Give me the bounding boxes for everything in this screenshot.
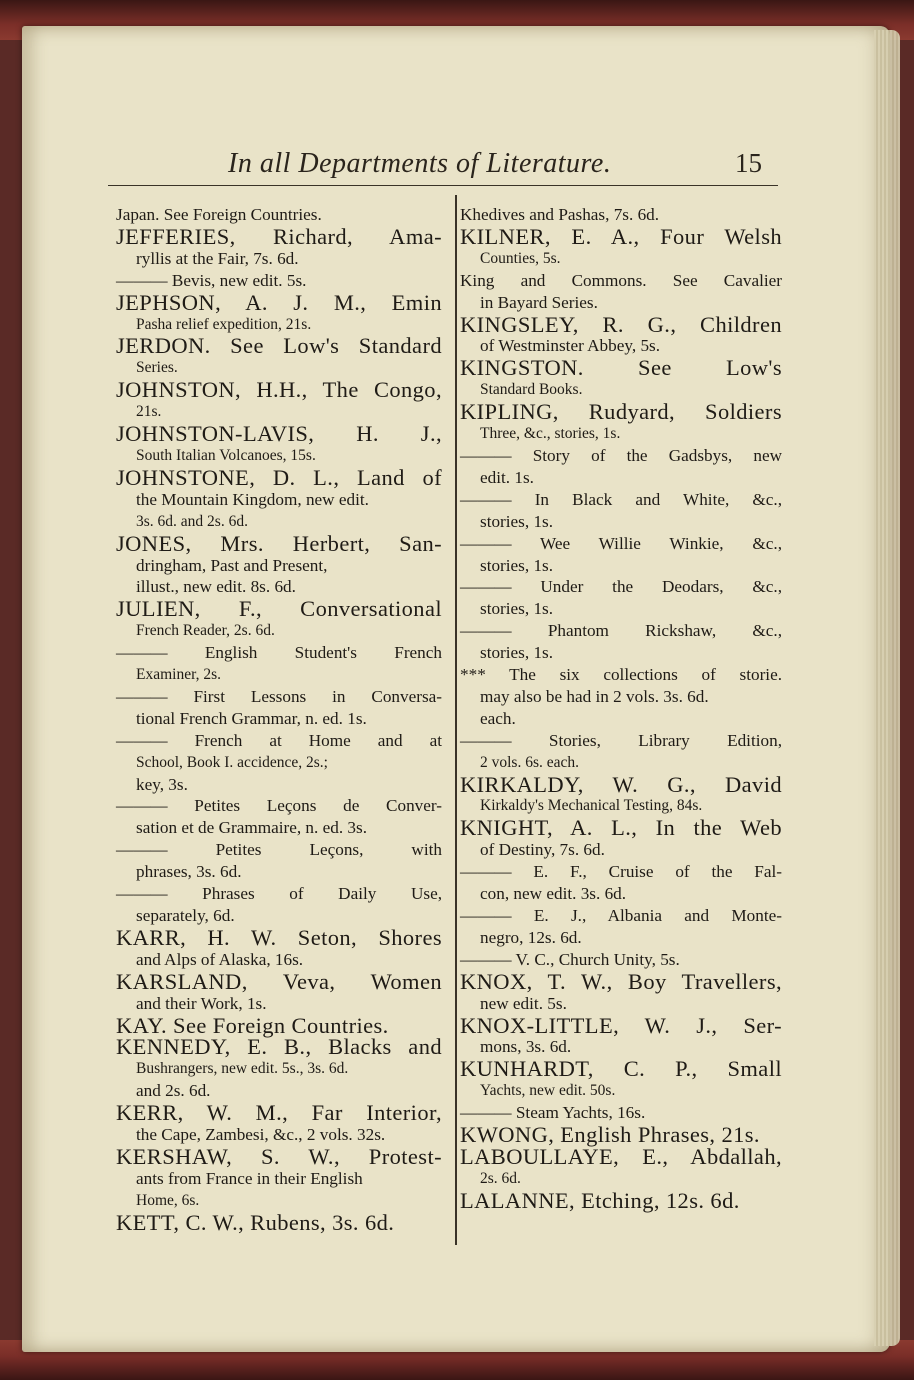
entry-line: 21s. <box>136 403 162 421</box>
catalogue-entry <box>460 771 782 818</box>
catalogue-entry <box>460 1102 782 1124</box>
entry-line: tional French Grammar, n. ed. 1s. <box>136 708 367 728</box>
entry-line-first: KAY. See Foreign Countries. <box>116 1012 389 1038</box>
entry-line-first: KNOX-LITTLE, W. J., Ser- <box>460 1012 782 1038</box>
entry-line: stories, 1s. <box>480 643 554 663</box>
entry-line: 3s. 6d. and 2s. 6d. <box>136 512 248 530</box>
entry-line-first: JOHNSTON-LAVIS, H. J., <box>116 421 442 447</box>
catalogue-entry <box>116 270 442 292</box>
left-column <box>116 204 442 1234</box>
catalogue-entry <box>116 1209 442 1235</box>
entry-line: may also be had in 2 vols. 3s. 6d. <box>480 686 709 706</box>
entry-line: the Cape, Zambesi, &c., 2 vols. 32s. <box>136 1125 386 1145</box>
catalogue-entry <box>460 576 782 620</box>
entry-line-first: ——— Petites Leçons de Conver- <box>116 796 442 816</box>
entry-line-first: ——— Bevis, new edit. 5s. <box>116 270 307 290</box>
entry-line: dringham, Past and Present, <box>136 555 328 575</box>
entry-line-first: Khedives and Pashas, 7s. 6d. <box>460 205 660 224</box>
catalogue-entry <box>116 289 442 336</box>
entry-line-first: ——— In Black and White, &c., <box>460 489 782 509</box>
entry-line: Pasha relief expedition, 21s. <box>136 315 312 333</box>
entry-line: new edit. 5s. <box>480 993 567 1013</box>
entry-line-first: KILNER, E. A., Four Welsh <box>460 223 782 249</box>
entry-line: and 2s. 6d. <box>136 1081 211 1101</box>
catalogue-entry <box>460 1012 782 1059</box>
catalogue-entry <box>460 1058 782 1102</box>
entry-line-first: KINGSLEY, R. G., Children <box>460 311 782 337</box>
entry-line-first: ——— V. C., Church Unity, 5s. <box>460 949 680 969</box>
entry-line: Kirkaldy's Mechanical Testing, 84s. <box>480 797 703 815</box>
entry-line: 2 vols. 6s. each. <box>480 753 580 771</box>
entry-line: stories, 1s. <box>480 555 554 575</box>
entry-line: South Italian Volcanoes, 15s. <box>136 446 316 464</box>
entry-line-first: ——— Steam Yachts, 16s. <box>460 1103 646 1123</box>
catalogue-entry <box>116 883 442 927</box>
entry-line: Counties, 5s. <box>480 249 561 267</box>
entry-line: French Reader, 2s. 6d. <box>136 622 275 640</box>
entry-line-first: KWONG, English Phrases, 21s. <box>460 1122 760 1148</box>
catalogue-entry <box>460 949 782 971</box>
entry-line-first: ——— Under the Deodars, &c., <box>460 577 782 597</box>
entry-line-first: ——— First Lessons in Conversa- <box>116 686 442 706</box>
catalogue-entry <box>116 1036 442 1102</box>
entry-line-first: JEFFERIES, Richard, Ama- <box>116 223 442 249</box>
catalogue-entry <box>460 1143 782 1190</box>
page-number: 15 <box>735 148 762 178</box>
entry-line: Yachts, new edit. 50s. <box>480 1082 616 1100</box>
entry-line-first: ——— Story of the Gadsbys, new <box>460 445 782 465</box>
entry-line: edit. 1s. <box>480 467 534 487</box>
catalogue-entry <box>116 795 442 839</box>
catalogue-entry <box>116 1143 442 1212</box>
entry-line-first: Japan. See Foreign Countries. <box>116 205 322 224</box>
catalogue-entry <box>460 664 782 730</box>
entry-line: and Alps of Alaska, 16s. <box>136 949 304 969</box>
entry-line-first: KNIGHT, A. L., In the Web <box>460 815 782 841</box>
catalogue-entry <box>116 423 442 467</box>
entry-line-first: KUNHARDT, C. P., Small <box>460 1056 782 1082</box>
entry-line-first: JOHNSTON, H.H., The Congo, <box>116 377 442 403</box>
entry-line: illust., new edit. 8s. 6d. <box>136 577 296 597</box>
catalogue-entry <box>116 730 442 796</box>
catalogue-entry <box>116 379 442 423</box>
header-rule <box>108 185 778 186</box>
entry-line: stories, 1s. <box>480 511 554 531</box>
entry-line: key, 3s. <box>136 774 188 794</box>
entry-line-first: LALANNE, Etching, 12s. 6d. <box>460 1187 740 1213</box>
catalogue-entry <box>116 839 442 883</box>
catalogue-entry <box>116 598 442 642</box>
entry-line-first: JERDON. See Low's Standard <box>116 333 442 359</box>
catalogue-entry <box>460 905 782 949</box>
entry-line: Series. <box>136 359 178 377</box>
entry-line-first: ——— Stories, Library Edition, <box>460 730 782 750</box>
entry-line-first: JONES, Mrs. Herbert, San- <box>116 530 442 556</box>
entry-line-first: JEPHSON, A. J. M., Emin <box>116 289 442 315</box>
catalogue-entry <box>460 968 782 1015</box>
catalogue-entry <box>116 968 442 1015</box>
column-divider <box>455 195 457 1245</box>
entry-line: mons, 3s. 6d. <box>480 1037 572 1057</box>
catalogue-entry <box>116 642 442 686</box>
catalogue-entry <box>116 464 442 533</box>
entry-line: Three, &c., stories, 1s. <box>480 425 621 443</box>
entry-line-first: KARR, H. W. Seton, Shores <box>116 924 442 950</box>
entry-line-first: KERSHAW, S. W., Protest- <box>116 1143 442 1169</box>
entry-line: separately, 6d. <box>136 906 235 925</box>
entry-line-first: ——— Phrases of Daily Use, <box>116 884 442 904</box>
entry-line-first: ——— Wee Willie Winkie, &c., <box>460 533 782 553</box>
catalogue-entry <box>460 204 782 226</box>
entry-line: Home, 6s. <box>136 1191 200 1209</box>
catalogue-entry <box>460 730 782 774</box>
entry-line-first: KARSLAND, Veva, Women <box>116 968 442 994</box>
entry-line: phrases, 3s. 6d. <box>136 862 242 882</box>
entry-line: 2s. 6d. <box>480 1169 521 1187</box>
catalogue-entry <box>460 1187 782 1213</box>
entry-line-first: KNOX, T. W., Boy Travellers, <box>460 968 782 994</box>
entry-line-first: KIPLING, Rudyard, Soldiers <box>460 399 782 425</box>
entry-line-first: KENNEDY, E. B., Blacks and <box>116 1034 442 1060</box>
entry-line-first: LABOULLAYE, E., Abdallah, <box>460 1143 782 1169</box>
entry-line: each. <box>480 708 516 728</box>
catalogue-entry <box>116 1102 442 1146</box>
entry-line-first: ——— E. F., Cruise of the Fal- <box>460 862 782 882</box>
entry-line-first: ——— English Student's French <box>116 643 442 663</box>
entry-line-first: JOHNSTONE, D. L., Land of <box>116 464 442 490</box>
catalogue-entry <box>460 620 782 664</box>
catalogue-entry <box>116 686 442 730</box>
right-column <box>460 204 782 1212</box>
catalogue-entry <box>116 223 442 270</box>
catalogue-entry <box>460 311 782 358</box>
entry-line-first: ——— French at Home and at <box>116 730 442 750</box>
entry-line-first: KERR, W. M., Far Interior, <box>116 1100 442 1126</box>
catalogue-entry <box>116 530 442 599</box>
running-title: In all Departments of Literature. <box>228 148 612 179</box>
catalogue-entry <box>460 445 782 489</box>
catalogue-entry <box>116 1012 442 1038</box>
entry-line: the Mountain Kingdom, new edit. <box>136 489 369 509</box>
entry-line: negro, 12s. 6d. <box>480 927 582 947</box>
entry-line: sation et de Grammaire, n. ed. 3s. <box>136 818 368 838</box>
entry-line: of Destiny, 7s. 6d. <box>480 840 605 860</box>
catalogue-entry <box>460 357 782 401</box>
entry-line-first: JULIEN, F., Conversational <box>116 596 442 622</box>
catalogue-entry <box>460 270 782 314</box>
entry-line-first: ——— Petites Leçons, with <box>116 840 442 860</box>
entry-line: School, Book I. accidence, 2s.; <box>136 753 328 771</box>
running-header <box>228 148 788 188</box>
entry-line: ants from France in their English <box>136 1168 363 1188</box>
catalogue-entry <box>116 204 442 226</box>
entry-line-first: King and Commons. See Cavalier <box>460 270 782 290</box>
entry-line-first: KETT, C. W., Rubens, 3s. 6d. <box>116 1209 395 1235</box>
catalogue-entry <box>460 223 782 270</box>
entry-line: stories, 1s. <box>480 599 554 619</box>
entry-line-first: ——— Phantom Rickshaw, &c., <box>460 621 782 641</box>
entry-line: in Bayard Series. <box>480 292 598 312</box>
entry-line-first: ——— E. J., Albania and Monte- <box>460 906 782 925</box>
entry-line-first: KIRKALDY, W. G., David <box>460 771 782 797</box>
entry-line: Standard Books. <box>480 381 583 399</box>
entry-line: of Westminster Abbey, 5s. <box>480 336 661 356</box>
catalogue-entry <box>116 335 442 379</box>
catalogue-entry <box>460 817 782 861</box>
catalogue-entry <box>460 533 782 577</box>
entry-line-first: KINGSTON. See Low's <box>460 355 782 381</box>
catalogue-entry <box>460 401 782 445</box>
entry-line: ryllis at the Fair, 7s. 6d. <box>136 248 299 268</box>
entry-line: Bushrangers, new edit. 5s., 3s. 6d. <box>136 1060 349 1078</box>
entry-line: con, new edit. 3s. 6d. <box>480 884 627 904</box>
catalogue-entry <box>460 1124 782 1146</box>
entry-line: and their Work, 1s. <box>136 993 267 1013</box>
catalogue-entry <box>460 861 782 905</box>
entry-line-first: *** The six collections of storie. <box>460 665 782 685</box>
catalogue-entry <box>460 489 782 533</box>
page-edges <box>874 30 900 1346</box>
entry-line: Examiner, 2s. <box>136 666 222 684</box>
catalogue-entry <box>116 924 442 971</box>
